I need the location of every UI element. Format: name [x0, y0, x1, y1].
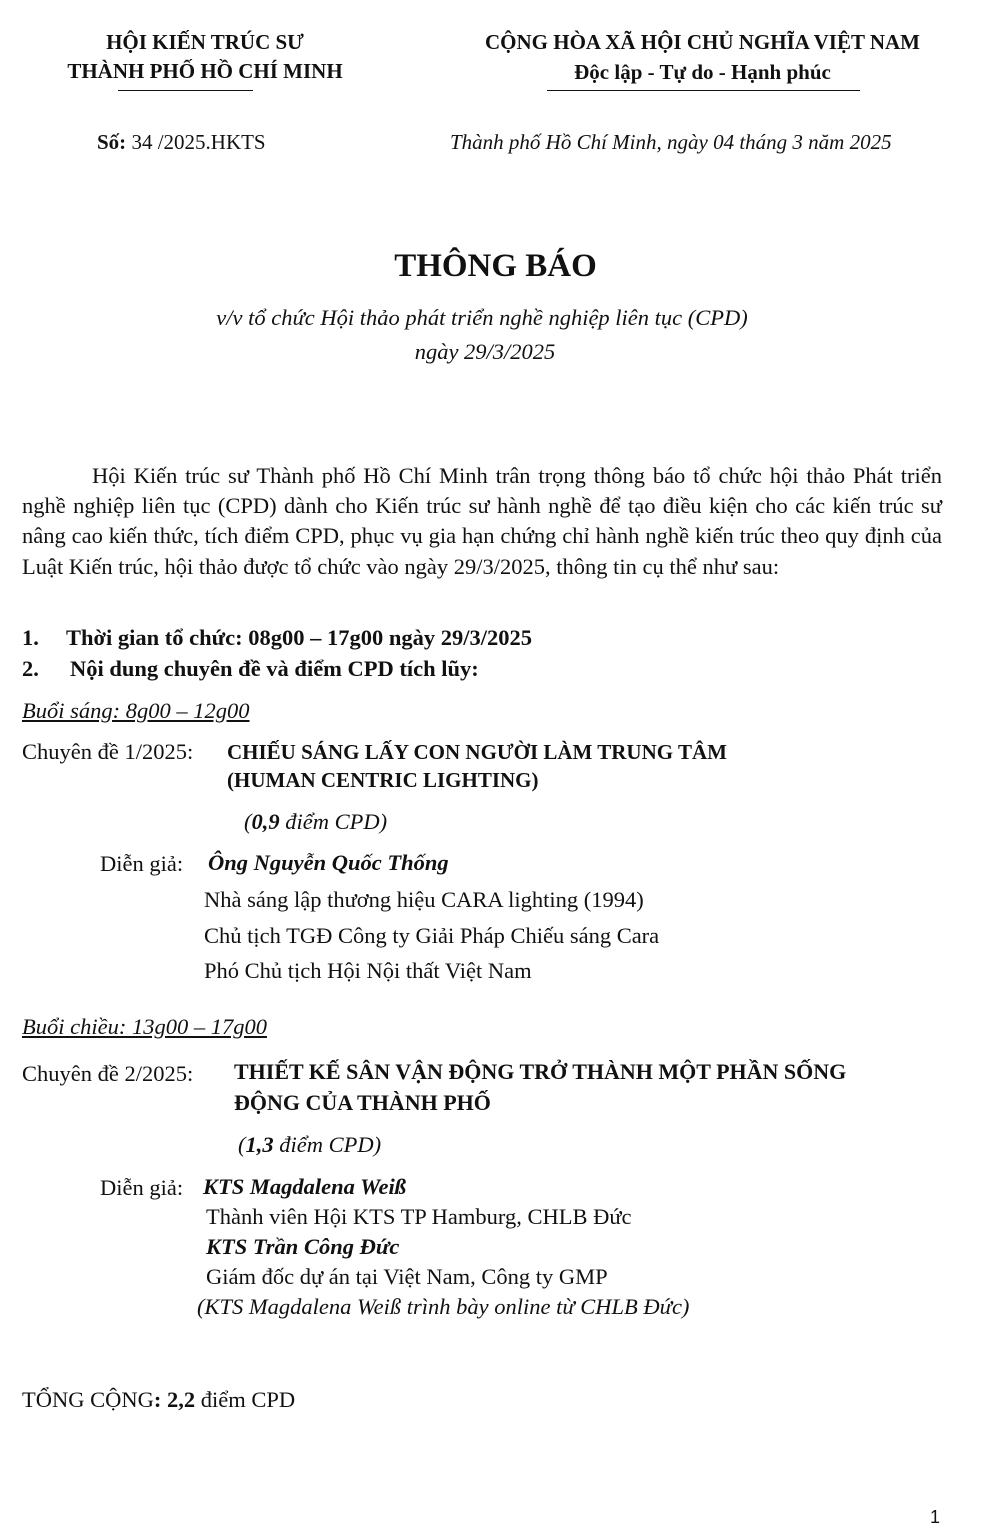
doc-number-label: Số:	[97, 130, 127, 154]
afternoon-points-open: (	[238, 1132, 246, 1157]
document-date: Thành phố Hồ Chí Minh, ngày 04 tháng 3 năm 2025	[450, 130, 892, 154]
republic-name: CỘNG HÒA XÃ HỘI CHỦ NGHĨA VIỆT NAM	[484, 30, 921, 54]
afternoon-points-value: 1,3	[245, 1132, 274, 1157]
doc-number	[97, 130, 266, 155]
afternoon-speaker2-name: KTS Trần Công Đức	[206, 1234, 400, 1259]
total-unit: điểm CPD	[195, 1387, 296, 1412]
morning-topic-label: Chuyên đề 1/2025:	[22, 739, 194, 764]
item2-text: Nội dung chuyên đề và điểm CPD tích lũy:	[70, 656, 479, 681]
morning-speaker-label: Diễn giả:	[100, 851, 184, 876]
morning-session-label: Buổi sáng: 8g00 – 12g00	[22, 698, 250, 723]
org-name-line1: HỘI KIẾN TRÚC SƯ	[106, 30, 304, 54]
document-title: THÔNG BÁO	[394, 248, 597, 284]
afternoon-topic-title-line1: THIẾT KẾ SÂN VẬN ĐỘNG TRỞ THÀNH MỘT PHẦN SỐNG	[234, 1059, 847, 1084]
afternoon-points-text: điểm CPD)	[273, 1132, 382, 1157]
morning-topic-title-line2: (HUMAN CENTRIC LIGHTING)	[227, 768, 539, 792]
item2-number: 2.	[22, 656, 39, 681]
morning-topic-title-line1: CHIẾU SÁNG LẤY CON NGƯỜI LÀM TRUNG TÂM	[227, 740, 727, 764]
afternoon-speaker1-role: Thành viên Hội KTS TP Hamburg, CHLB Đức	[206, 1204, 632, 1229]
afternoon-session-label: Buổi chiều: 13g00 – 17g00	[22, 1014, 267, 1039]
afternoon-speaker-label: Diễn giả:	[100, 1175, 184, 1200]
republic-motto: Độc lập - Tự do - Hạnh phúc	[574, 60, 831, 84]
org-name-line2: THÀNH PHỐ HỒ CHÍ MINH	[67, 59, 343, 83]
morning-speaker-role1: Nhà sáng lập thương hiệu CARA lighting (1994)	[204, 887, 644, 912]
afternoon-speaker1-name: KTS Magdalena Weiß	[203, 1174, 406, 1199]
morning-cpd-points	[244, 809, 387, 835]
org-underline	[118, 90, 253, 91]
motto-underline	[547, 90, 860, 91]
total-value: : 2,2	[153, 1387, 196, 1412]
morning-points-value: 0,9	[251, 809, 280, 834]
afternoon-topic-label: Chuyên đề 2/2025:	[22, 1061, 194, 1086]
afternoon-topic-title-line2: ĐỘNG CỦA THÀNH PHỐ	[234, 1090, 491, 1115]
morning-speaker-role3: Phó Chủ tịch Hội Nội thất Việt Nam	[204, 958, 532, 983]
doc-number-value: 34 /2025.HKTS	[126, 130, 266, 154]
total-cpd	[22, 1387, 295, 1413]
page-number: 1	[930, 1507, 941, 1527]
total-label: TỔNG CỘNG	[22, 1387, 154, 1412]
item1-text: Thời gian tổ chức: 08g00 – 17g00 ngày 29/3/2025	[66, 625, 532, 650]
morning-speaker-role2: Chủ tịch TGĐ Công ty Giải Pháp Chiếu sáng Cara	[204, 923, 660, 948]
afternoon-cpd-points	[238, 1132, 381, 1158]
document-subject: v/v tổ chức Hội thảo phát triển nghề nghiệp liên tục (CPD)	[216, 305, 748, 330]
document-subject-date: ngày 29/3/2025	[414, 339, 556, 364]
morning-speaker-name: Ông Nguyễn Quốc Thống	[208, 850, 449, 875]
intro-paragraph: Hội Kiến trúc sư Thành phố Hồ Chí Minh trân trọng thông báo tổ chức hội thảo Phát triển nghề nghiệp liên tục (CPD) dành cho Kiến trúc sư hành nghề để tạo điều kiện cho các kiến trúc sư nâng cao kiến thức, tích điểm CPD, phục vụ gia hạn chứng chỉ hành nghề kiến trúc theo quy định của Luật Kiến trúc, hội thảo được tổ chức vào ngày 29/3/2025, thông tin cụ thể như sau:	[22, 463, 942, 579]
morning-points-open: (	[244, 809, 252, 834]
morning-points-text: điểm CPD)	[279, 809, 388, 834]
afternoon-online-note: (KTS Magdalena Weiß trình bày online từ CHLB Đức)	[197, 1294, 690, 1319]
item1-number: 1.	[22, 625, 39, 650]
afternoon-speaker2-role: Giám đốc dự án tại Việt Nam, Công ty GMP	[206, 1264, 608, 1289]
